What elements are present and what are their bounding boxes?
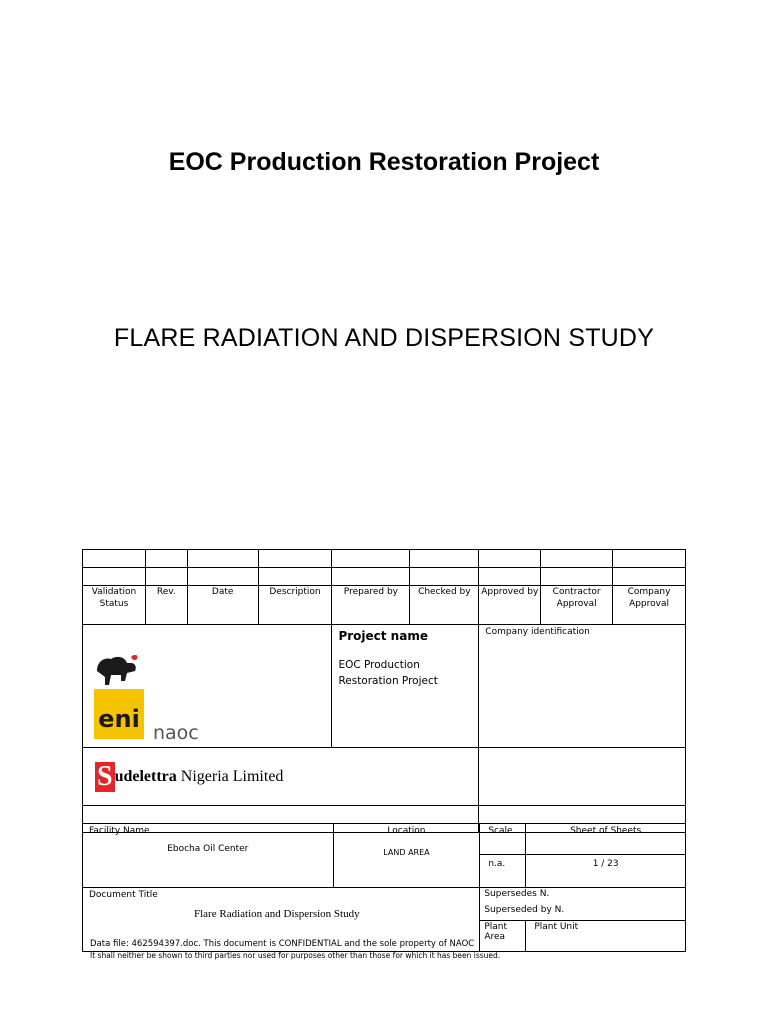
facility-row	[83, 824, 686, 855]
project-row	[83, 625, 686, 748]
sudelettra-row	[83, 748, 686, 806]
sheet-value: 1 / 23	[526, 855, 686, 888]
eni-naoc-logo-cell	[83, 625, 332, 748]
plant-area-cell: Plant Area	[480, 921, 526, 952]
document-title-label: Document Title	[89, 890, 158, 900]
location-label: Location	[387, 826, 426, 836]
revision-row-blank	[83, 568, 686, 586]
sudelettra-logo	[95, 760, 284, 792]
facility-name-cell	[83, 824, 334, 888]
checked-by-header: Checked by	[410, 586, 479, 625]
sudelettra-initial: S	[97, 760, 113, 792]
description-header: Description	[258, 586, 332, 625]
document-row	[83, 888, 686, 905]
footer-line-1: Data file: 462594397.doc. This document is CONFIDENTIAL and the sole property of NAOC	[90, 939, 475, 949]
blank-cell	[479, 748, 686, 806]
revision-header-row	[83, 586, 686, 625]
superseded-by-cell: Superseded by N.	[480, 904, 686, 921]
eni-dog-icon	[97, 655, 137, 685]
eni-wordmark: eni	[98, 705, 140, 733]
sheet-label: Sheet of Sheets	[526, 824, 686, 855]
scale-label: Scale	[480, 824, 526, 855]
document-subtitle: FLARE RADIATION AND DISPERSION STUDY	[113, 324, 655, 352]
facility-name-value: Ebocha Oil Center	[167, 844, 249, 854]
title-block-table	[82, 549, 686, 833]
scale-value: n.a.	[480, 855, 526, 888]
plant-unit-cell: Plant Unit	[526, 921, 686, 952]
revision-row-blank	[83, 550, 686, 568]
confidentiality-footer	[90, 938, 500, 962]
project-name-cell	[332, 625, 479, 748]
eni-naoc-logo	[91, 651, 241, 751]
prepared-by-header: Prepared by	[332, 586, 410, 625]
contractor-approval-header: Contractor Approval	[541, 586, 613, 625]
rev-header: Rev.	[145, 586, 187, 625]
project-name-label: Project name	[338, 629, 428, 643]
naoc-wordmark: naoc	[153, 722, 199, 744]
main-title: EOC Production Restoration Project	[168, 148, 600, 176]
facility-table	[82, 823, 686, 952]
company-identification-cell: Company identification	[479, 625, 686, 748]
validation-status-header: Validation Status	[83, 586, 146, 625]
approved-by-header: Approved by	[479, 586, 541, 625]
sudelettra-name: udelettra	[114, 767, 177, 785]
footer-line-2: It shall neither be shown to third parties nor used for purposes other than those for which it has been issued.	[90, 951, 501, 960]
document-title-value: Flare Radiation and Dispersion Study	[194, 908, 360, 920]
date-header: Date	[187, 586, 258, 625]
sudelettra-logo-cell	[83, 748, 479, 806]
location-value: LAND AREA	[383, 848, 430, 857]
project-name-value: EOC Production Restoration Project	[338, 659, 438, 687]
location-cell	[333, 824, 480, 888]
company-approval-header: Company Approval	[613, 586, 686, 625]
sudelettra-suffix: Nigeria Limited	[180, 767, 284, 785]
supersedes-cell: Supersedes N.	[480, 888, 686, 905]
facility-name-label: Facility Name	[89, 826, 150, 836]
